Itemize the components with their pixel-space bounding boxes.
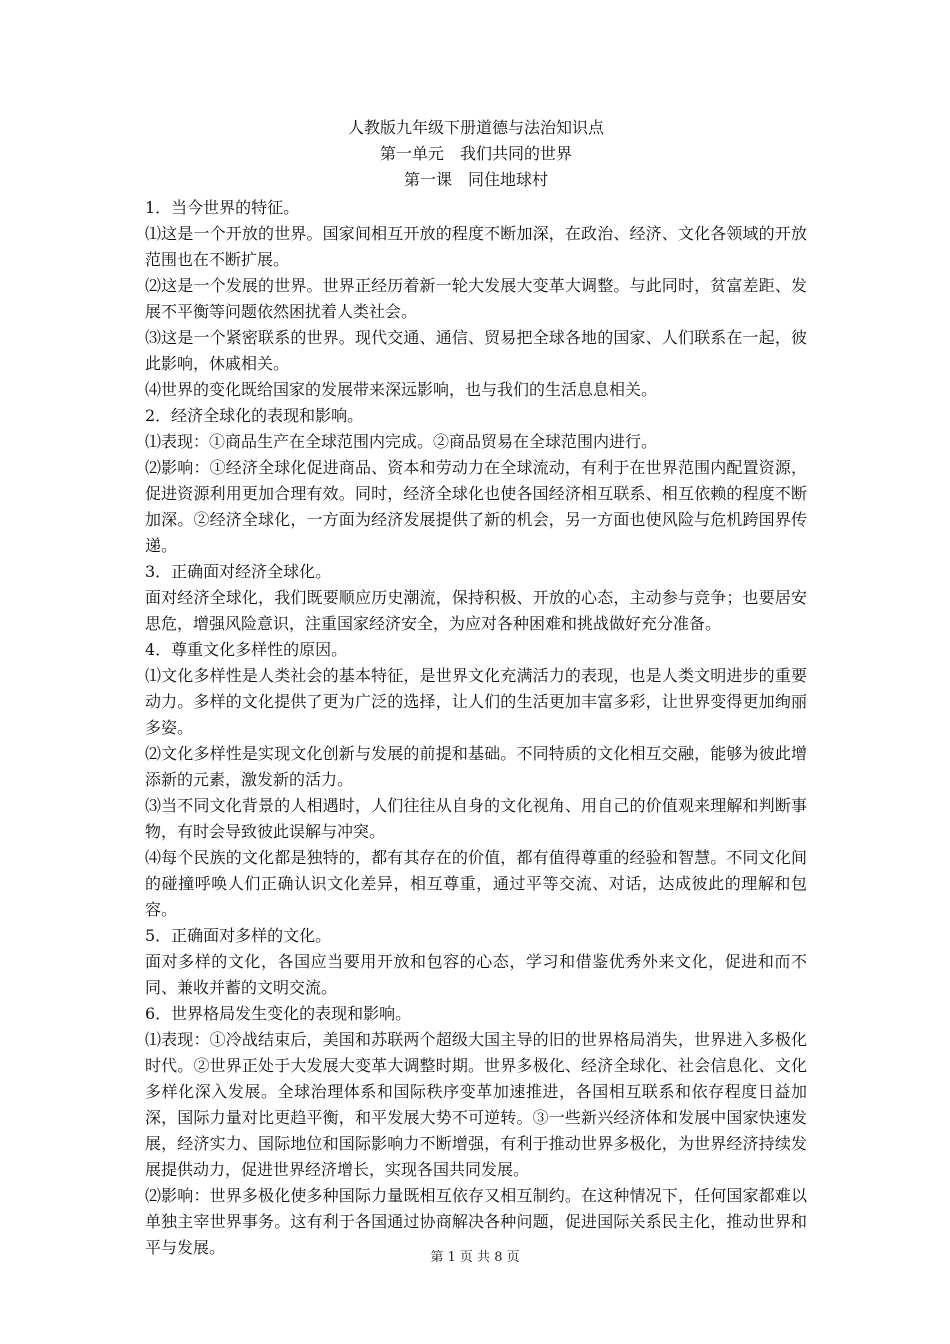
paragraph: ⑴这是一个开放的世界。国家间相互开放的程度不断加深，在政治、经济、文化各领域的开放范围也在不断扩展。 [145, 224, 807, 269]
page-footer: 第 1 页 共 8 页 [430, 1250, 520, 1265]
paragraph: ⑵影响：世界多极化使多种国际力量既相互依存又相互制约。在这种情况下，任何国家都难以单独主宰世界事务。这有利于各国通过协商解决各种问题，促进国际关系民主化，推动世界和平与发展。 [145, 1186, 807, 1257]
section-6 [145, 1001, 807, 1261]
paragraph: ⑴文化多样性是人类社会的基本特征，是世界文化充满活力的表现，也是人类文明进步的重要动力。多样的文化提供了更为广泛的选择，让人们的生活更加丰富多彩，让世界变得更加绚丽多姿。 [145, 666, 807, 737]
unit-title: 第一单元 我们共同的世界 [379, 144, 572, 163]
paragraph: 面对经济全球化，我们既要顺应历史潮流，保持积极、开放的心态，主动参与竞争；也要居安思危，增强风险意识，注重国家经济安全，为应对各种困难和挑战做好充分准备。 [145, 588, 807, 633]
document-title: 人教版九年级下册道德与法治知识点 [347, 118, 604, 137]
lesson-title: 第一课 同住地球村 [403, 170, 548, 189]
section-heading: 6．世界格局发生变化的表现和影响。 [145, 1004, 412, 1023]
paragraph: 面对多样的文化，各国应当要用开放和包容的心态，学习和借鉴优秀外来文化，促进和而不同、兼收并蓄的文明交流。 [145, 952, 807, 997]
paragraph: ⑶这是一个紧密联系的世界。现代交通、通信、贸易把全球各地的国家、人们联系在一起，彼此影响，休戚相关。 [145, 328, 807, 373]
section-heading: 5．正确面对多样的文化。 [145, 926, 332, 945]
document-body [145, 115, 807, 1261]
section-heading: 3．正确面对经济全球化。 [145, 562, 332, 581]
paragraph: ⑴表现：①冷战结束后，美国和苏联两个超级大国主导的旧的世界格局消失，世界进入多极化时代。②世界正处于大发展大变革大调整时期。世界多极化、经济全球化、社会信息化、文化多样化深入发展。全球治理体系和国际秩序变革加速推进，各国相互联系和依存程度日益加深，国际力量对比更趋平衡，和平发展大势不可逆转。③一些新兴经济体和发展中国家快速发展，经济实力、国际地位和国际影响力不断增强，有利于推动世界多极化，为世界经济持续发展提供动力，促进世界经济增长，实现各国共同发展。 [145, 1030, 807, 1179]
paragraph: ⑶当不同文化背景的人相遇时，人们往往从自身的文化视角、用自己的价值观来理解和判断事物，有时会导致彼此误解与冲突。 [145, 796, 807, 841]
section-3 [145, 559, 807, 637]
section-heading: 1．当今世界的特征。 [145, 198, 300, 217]
paragraph: ⑵文化多样性是实现文化创新与发展的前提和基础。不同特质的文化相互交融，能够为彼此增添新的元素，激发新的活力。 [145, 744, 807, 789]
paragraph: ⑵影响：①经济全球化促进商品、资本和劳动力在全球流动，有利于在世界范围内配置资源，促进资源利用更加合理有效。同时，经济全球化也使各国经济相互联系、相互依赖的程度不断加深。②经济全球化，一方面为经济发展提供了新的机会，另一方面也使风险与危机跨国界传递。 [145, 458, 807, 555]
section-heading: 2．经济全球化的表现和影响。 [145, 406, 364, 425]
section-1 [145, 195, 807, 403]
paragraph: ⑷每个民族的文化都是独特的，都有其存在的价值，都有值得尊重的经验和智慧。不同文化间的碰撞呼唤人们正确认识文化差异，相互尊重，通过平等交流、对话，达成彼此的理解和包容。 [145, 848, 807, 919]
section-4 [145, 637, 807, 923]
section-2 [145, 403, 807, 559]
paragraph: ⑴表现：①商品生产在全球范围内完成。②商品贸易在全球范围内进行。 [145, 432, 658, 451]
paragraph: ⑷世界的变化既给国家的发展带来深远影响，也与我们的生活息息相关。 [145, 380, 658, 399]
paragraph: ⑵这是一个发展的世界。世界正经历着新一轮大发展大变革大调整。与此同时，贫富差距、发展不平衡等问题依然困扰着人类社会。 [145, 276, 807, 321]
section-5 [145, 923, 807, 1001]
section-heading: 4．尊重文化多样性的原因。 [145, 640, 348, 659]
